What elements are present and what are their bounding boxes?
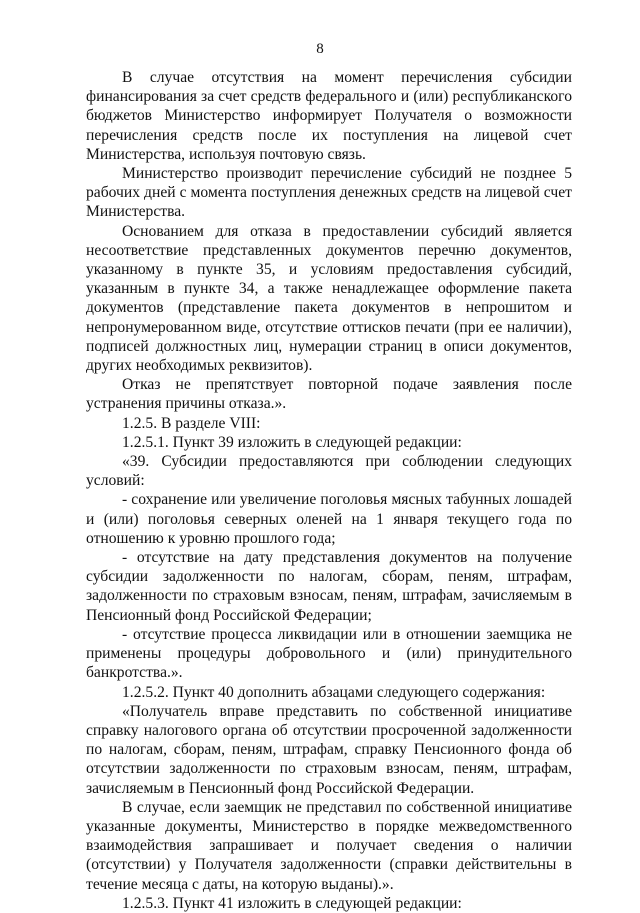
page-number: 8: [316, 41, 324, 57]
paragraph-transfer-deadline: Министерство производит перечисление субсидий не позднее 5 рабочих дней с момента поступления денежных средств на лицевой счет Министерства.: [86, 165, 572, 221]
paragraph-item-41-heading: 1.2.5.3. Пункт 41 изложить в следующей редакции:: [122, 894, 462, 912]
paragraph-item-40-certificate: «Получатель вправе представить по собственной инициативе справку налогового органа об отсутствии просроченной задолженности по налогам, сборам, пеням, штрафам, справку Пенсионного фонда об отсутствии задолженности по страховым взносам, пеням, штрафам, зачисляемым в Пенсионный фонд Российской Федерации.: [86, 702, 572, 797]
paragraph-condition-no-debt: - отсутствие на дату представления документов на получение субсидии задолженности по налогам, сборам, пеням, штрафам, задолженности по страховым взносам, пеням, штрафам, зачисляемым в Пенсионный фонд Российской Федерации;: [86, 549, 572, 624]
paragraph-section-viii: 1.2.5. В разделе VIII:: [122, 414, 261, 432]
paragraph-reapplication: Отказ не препятствует повторной подаче заявления после устранения причины отказа.».: [86, 376, 572, 413]
paragraph-refusal-grounds: Основанием для отказа в предоставлении субсидий является несоответствие представленных документов перечню документов, указанному в пункте 35, и условиям предоставления субсидий, указанным в пункте 34, а также ненадлежащее оформление пакета документов (представление пакета документов в непрошитом и непронумерованном виде, отсутствие оттисков печати (при ее наличии), подписей должностных лиц, нумерации страниц в описи документов, других необходимых реквизитов).: [86, 222, 572, 375]
paragraph-item-39-heading: 1.2.5.1. Пункт 39 изложить в следующей редакции:: [122, 433, 462, 451]
paragraph-item-39-text: «39. Субсидии предоставляются при соблюдении следующих условий:: [86, 453, 572, 490]
paragraph-condition-no-liquidation: - отсутствие процесса ликвидации или в отношении заемщика не применены процедуры добровольного и (или) принудительного банкротства.».: [86, 625, 572, 682]
paragraph-item-40-interagency: В случае, если заемщик не представил по собственной инициативе указанные документы, Министерство в порядке межведомственного взаимодействия запрашивает и получает сведения о наличии (отсутствии) у Получателя задолженности (справки действительны в течение месяца с даты, на которую выданы).».: [86, 798, 572, 893]
paragraph-item-40-heading: 1.2.5.2. Пункт 40 дополнить абзацами следующего содержания:: [122, 683, 546, 701]
paragraph-funding-absence: В случае отсутствия на момент перечисления субсидии финансирования за счет средств федерального и (или) республиканского бюджетов Министерство информирует Получателя о возможности перечисления средств после их поступления на лицевой счет Министерства, используя почтовую связь.: [86, 69, 572, 163]
document-body: [86, 68, 572, 913]
paragraph-condition-livestock: - сохранение или увеличение поголовья мясных табунных лошадей и (или) поголовья северных оленей на 1 января текущего года по отношению к уровню прошлого года;: [86, 491, 572, 547]
